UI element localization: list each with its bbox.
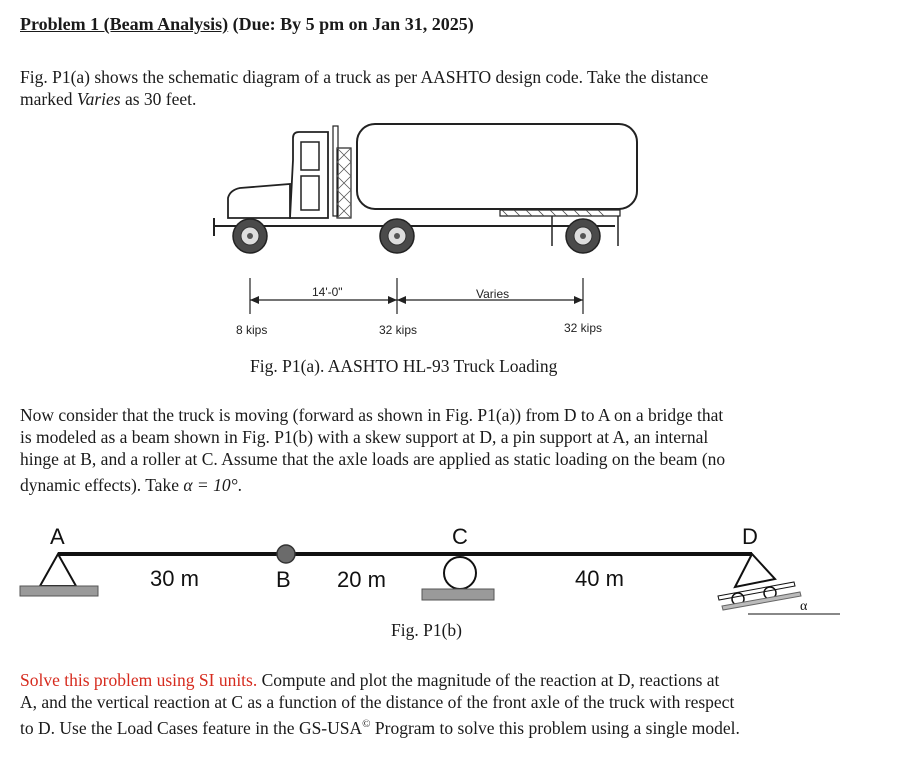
intro-paragraph <box>20 66 886 110</box>
body-line-3: hinge at B, and a roller at C. Assume that the axle loads are applied as static loading on the beam (no <box>20 449 726 469</box>
si-units-note: Solve this problem using SI units. <box>20 670 258 690</box>
trailer-tank <box>357 124 637 209</box>
ground-a <box>20 586 98 596</box>
dim-label-14ft: 14'-0" <box>312 285 343 299</box>
label-alpha: α <box>800 599 808 614</box>
ground-c <box>422 589 494 600</box>
skew-support-d <box>735 554 775 587</box>
intro-line-2: marked Varies as 30 feet. <box>20 89 197 109</box>
body-line-2: is modeled as a beam shown in Fig. P1(b) with a skew support at D, a pin support at A, an internal <box>20 427 709 447</box>
beam-caption: Fig. P1(b) <box>391 620 462 640</box>
beam-diagram <box>10 524 850 624</box>
problem-title: Problem 1 (Beam Analysis) <box>20 14 229 34</box>
load-label-rear: 32 kips <box>564 321 603 335</box>
body-line-1: Now consider that the truck is moving (forward as shown in Fig. P1(a)) from D to A on a bridge that <box>20 405 724 425</box>
body-line-4: dynamic effects). Take α = 10°. <box>20 475 242 495</box>
label-c: C <box>452 524 468 549</box>
dim-label-varies: Varies <box>476 287 510 301</box>
sleeper-hatch <box>337 148 351 218</box>
hinge-b <box>277 545 295 563</box>
load-label-mid: 32 kips <box>379 323 418 337</box>
rear-wheel <box>566 219 600 253</box>
span-bc-label: 20 m <box>337 567 386 592</box>
bogie-hatch <box>502 210 604 216</box>
span-cd-label: 40 m <box>575 566 624 591</box>
task-paragraph <box>20 669 886 739</box>
label-a: A <box>50 524 65 549</box>
body-paragraph <box>20 404 886 496</box>
task-line-3: to D. Use the Load Cases feature in the GS-USA© Program to solve this problem using a single model. <box>20 717 740 738</box>
load-label-front: 8 kips <box>236 323 268 337</box>
due-date: (Due: By 5 pm on Jan 31, 2025) <box>232 14 474 34</box>
task-line-2: A, and the vertical reaction at C as a function of the distance of the front axle of the truck with respect <box>20 692 735 712</box>
drive-wheel <box>380 219 414 253</box>
roller-c <box>444 557 476 589</box>
label-b: B <box>276 567 291 592</box>
alpha-value: α = 10° <box>183 475 238 495</box>
label-d: D <box>742 524 758 549</box>
task-line-1: Solve this problem using SI units. Compute and plot the magnitude of the reaction at D, reactions at <box>20 670 720 690</box>
problem-heading <box>20 14 474 35</box>
truck-caption: Fig. P1(a). AASHTO HL-93 Truck Loading <box>250 356 558 376</box>
intro-line-1: Fig. P1(a) shows the schematic diagram of a truck as per AASHTO design code. Take the distance <box>20 67 709 87</box>
pin-support-a <box>40 554 76 586</box>
truck-diagram <box>200 118 640 348</box>
truck-cab <box>290 132 328 218</box>
span-ab-label: 30 m <box>150 566 199 591</box>
trailer-bogie <box>500 210 620 216</box>
truck-hood <box>228 184 290 218</box>
front-wheel <box>233 219 267 253</box>
